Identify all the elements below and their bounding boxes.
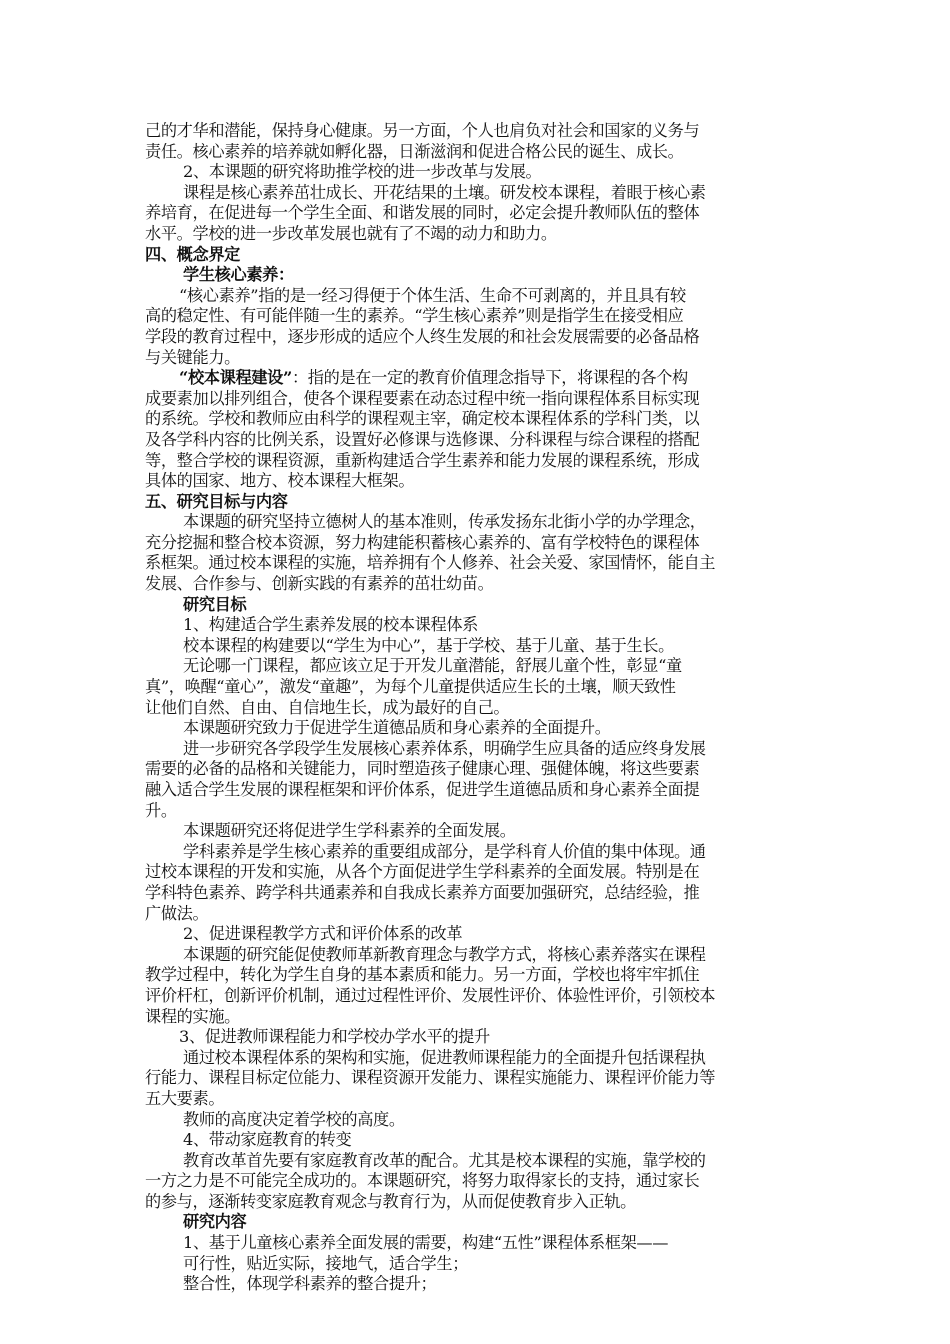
term-definition: ：指的是在一定的教育价值理念指导下，将课程的各个构 [291,368,688,388]
text-line: 课程的实施。 [145,1006,241,1026]
text-line: 1、基于儿童核心素养全面发展的需要，构建“五性”课程体系框架—— [183,1233,669,1253]
text-line: 升。 [145,800,177,820]
text-line: 研究目标 [183,594,247,614]
text-line: 过校本课程的开发和实施，从各个方面促进学生学科素养的全面发展。特别是在 [145,862,700,882]
term-bold: “校本课程建设” [179,368,292,388]
text-line: 学科特色素养、跨学科共通素养和自我成长素养方面要加强研究，总结经验，推 [145,882,700,902]
text-line: 充分挖掘和整合校本资源，努力构建能积蓄核心素养的、富有学校特色的课程体 [145,532,700,552]
text-line: 一方之力是不可能完全成功的。本课题研究，将努力取得家长的支持，通过家长 [145,1171,700,1191]
text-line: 需要的必备的品格和关键能力，同时塑造孩子健康心理、强健体魄，将这些要素 [145,759,700,779]
text-line: 评价杆杠，创新评价机制，通过过程性评价、发展性评价、体验性评价，引领校本 [145,985,716,1005]
text-line: 进一步研究各学段学生发展核心素养体系，明确学生应具备的适应终身发展 [183,738,706,758]
text-line: 1、构建适合学生素养发展的校本课程体系 [183,615,479,635]
text-line: 高的稳定性、有可能伴随一生的素养。“学生核心素养”则是指学生在接受相应 [145,306,684,326]
text-line: 本课题的研究能促使教师革新教育理念与教学方式，将核心素养落实在课程 [183,944,706,964]
section-heading: 五、研究目标与内容 [145,491,288,511]
text-line: 等，整合学校的课程资源，重新构建适合学生素养和能力发展的课程系统，形成 [145,450,700,470]
text-line: 校本课程的构建要以“学生为中心”，基于学校、基于儿童、基于生长。 [183,635,674,655]
text-line: 学科素养是学生核心素养的重要组成部分，是学科育人价值的集中体现。通 [183,841,706,861]
text-line: 五大要素。 [145,1088,225,1108]
text-line: 2、本课题的研究将助推学校的进一步改革与发展。 [183,162,542,182]
text-line: 研究内容 [183,1212,247,1232]
text-line: 通过校本课程体系的架构和实施，促进教师课程能力的全面提升包括课程执 [183,1047,706,1067]
text-line: 发展、合作参与、创新实践的有素养的茁壮幼苗。 [145,574,494,594]
text-line: 无论哪一门课程，都应该立足于开发儿童潜能，舒展儿童个性，彰显“童 [183,656,682,676]
text-line: 行能力、课程目标定位能力、课程资源开发能力、课程实施能力、课程评价能力等 [145,1068,716,1088]
text-line: 及各学科内容的比例关系，设置好必修课与选修课、分科课程与综合课程的搭配 [145,429,700,449]
text-line: 系框架。通过校本课程的实施，培养拥有个人修养、社会关爱、家国情怀，能自主 [145,553,716,573]
text-line: 整合性，体现学科素养的整合提升； [183,1274,437,1294]
text-line: 学生核心素养： [183,265,294,285]
text-line: 教学过程中，转化为学生自身的基本素质和能力。另一方面，学校也将牢牢抓住 [145,965,700,985]
text-line: 己的才华和潜能，保持身心健康。另一方面，个人也肩负对社会和国家的义务与 [145,121,700,140]
document-body [145,121,810,1295]
text-line: 课程是核心素养茁壮成长、开花结果的土壤。研发校本课程，着眼于核心素 [183,182,706,202]
text-line: 2、促进课程教学方式和评价体系的改革 [183,924,463,944]
text-line: 教育改革首先要有家庭教育改革的配合。尤其是校本课程的实施，靠学校的 [183,1150,706,1170]
text-line: “核心素养”指的是一经习得便于个体生活、生命不可剥离的，并且具有较 [179,285,686,305]
text-line: 具体的国家、地方、校本课程大框架。 [145,471,415,491]
text-line: 3、促进教师课程能力和学校办学水平的提升 [179,1027,490,1047]
text-line: 让他们自然、自由、自信地生长，成为最好的自己。 [145,697,510,717]
text-line: 本课题研究还将促进学生学科素养的全面发展。 [183,821,516,841]
text-line: 的参与，逐渐转变家庭教育观念与教育行为，从而促使教育步入正轨。 [145,1191,636,1211]
text-line: 融入适合学生发展的课程框架和评价体系，促进学生道德品质和身心素养全面提 [145,780,700,799]
text-line: 与关键能力。 [145,347,241,367]
text-line: 成要素加以排列组合，使各个课程要素在动态过程中统一指向课程体系目标实现 [145,388,700,408]
text-line: 广做法。 [145,903,209,923]
text-line: 真”，唤醒“童心”，激发“童趣”，为每个儿童提供适应生长的土壤，顺天致性 [145,677,676,697]
text-line: 教师的高度决定着学校的高度。 [183,1109,405,1129]
text-line: 水平。学校的进一步改革发展也就有了不竭的动力和助力。 [145,223,557,243]
text-line: 责任。核心素养的培养就如孵化器，日渐滋润和促进合格公民的诞生、成长。 [145,141,684,161]
text-line: 4、带动家庭教育的转变 [183,1130,352,1150]
section-heading: 四、概念界定 [145,244,241,264]
text-line [145,368,810,389]
text-line: 的系统。学校和教师应由科学的课程观主宰，确定校本课程体系的学科门类，以 [145,409,700,429]
text-line: 学段的教育过程中，逐步形成的适应个人终生发展的和社会发展需要的必备品格 [145,326,700,346]
text-line: 本课题研究致力于促进学生道德品质和身心素养的全面提升。 [183,718,611,738]
text-line: 可行性，贴近实际，接地气，适合学生； [183,1253,469,1273]
text-line: 本课题的研究坚持立德树人的基本准则，传承发扬东北街小学的办学理念， [183,512,706,532]
text-line: 养培育，在促进每一个学生全面、和谐发展的同时，必定会提升教师队伍的整体 [145,203,700,223]
